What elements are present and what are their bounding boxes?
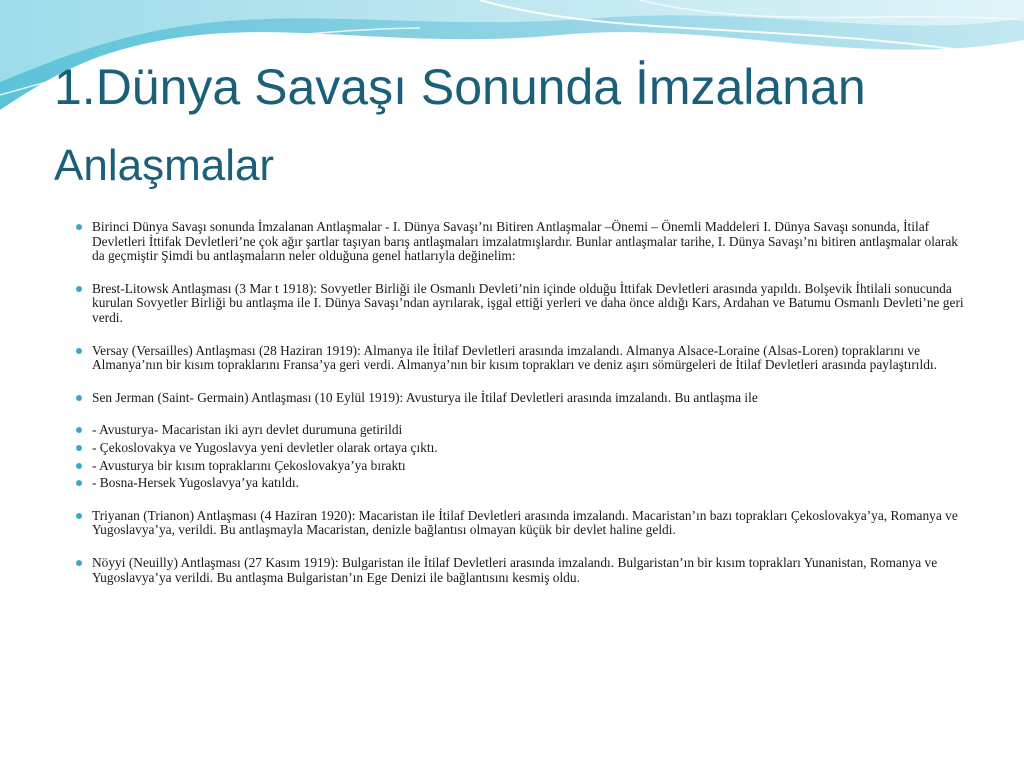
list-item xyxy=(74,556,966,585)
list-item-text: Nöyyi (Neuilly) Antlaşması (27 Kasım 1919): Bulgaristan ile İtilaf Devletleri arasında imzalandı. Bulgaristan’ın bir kısım toprakları Yunanistan, Romanya ve Yugoslavya’ya verildi. Bu antlaşma Bulgaristan’ın Ege Denizi ile bağlantısını kesmiş oldu. xyxy=(92,554,938,585)
bullet-icon xyxy=(76,560,82,566)
list-item xyxy=(74,476,966,491)
list-item-text: - Avusturya bir kısım topraklarını Çekoslovakya’ya bıraktı xyxy=(92,457,406,473)
bullet-icon xyxy=(76,445,82,451)
list-item xyxy=(74,423,966,438)
list-item-text: Sen Jerman (Saint- Germain) Antlaşması (10 Eylül 1919): Avusturya ile İtilaf Devletleri arasında imzalandı. Bu antlaşma ile xyxy=(92,389,758,405)
bullet-list xyxy=(74,220,966,585)
list-item-text: Birinci Dünya Savaşı sonunda İmzalanan Antlaşmalar - I. Dünya Savaşı’nı Bitiren Antlaşmalar –Önemi – Önemli Maddeleri I. Dünya Savaşı sonunda, İtilaf Devletleri İttifak Devletleri’ne çok ağır şartlar taşıyan barış antlaşmaları imzalatmışlardır. Bunlar antlaşmalar tarihe, I. Dünya Savaşı’nı bitiren antlaşmalar olarak da geçmiştir Şimdi bu antlaşmaların neler olduğuna genel hatlarıyla değinelim: xyxy=(92,219,958,264)
slide-content xyxy=(74,220,966,585)
bullet-icon xyxy=(76,224,82,230)
list-item xyxy=(74,282,966,326)
list-item xyxy=(74,509,966,538)
bullet-icon xyxy=(76,395,82,401)
list-item xyxy=(74,441,966,456)
list-item-text: - Çekoslovakya ve Yugoslavya yeni devletler olarak ortaya çıktı. xyxy=(92,439,438,455)
bullet-icon xyxy=(76,286,82,292)
list-item-text: Versay (Versailles) Antlaşması (28 Haziran 1919): Almanya ile İtilaf Devletleri arasında imzalandı. Almanya Alsace-Loraine (Alsas-Loren) topraklarını ve Almanya’nın bir kısım topraklarını Fransa’ya geri verdi. Almanya’nın bir kısım toprakları ve deniz aşırı sömürgeleri de İtilaf Devletleri arasında paylaştırıldı. xyxy=(92,342,937,373)
list-item-text: Brest-Litowsk Antlaşması (3 Mar t 1918): Sovyetler Birliği ile Osmanlı Devleti’nin içinde olduğu İttifak Devletleri arasında yapıldı. Bolşevik İhtilali sonucunda kurulan Sovyetler Birliği bu antlaşma ile I. Dünya Savaşı’ndan ayrılarak, işgal ettiği yerleri ve daha önce aldığı Kars, Ardahan ve Batumu Osmanlı Devleti’ne geri verdi. xyxy=(92,280,964,325)
slide-title-line-1: 1.Dünya Savaşı Sonunda İmzalanan xyxy=(54,59,866,115)
slide-title-line-2: Anlaşmalar xyxy=(54,141,275,190)
list-item-text: Triyanan (Trianon) Antlaşması (4 Haziran 1920): Macaristan ile İtilaf Devletleri arasında imzalandı. Macaristan’ın bazı toprakları Çekoslovakya’ya, Romanya ve Yugoslavya’ya, verildi. Bu antlaşmayla Macaristan, denizle bağlantısı olmayan küçük bir devlet haline geldi. xyxy=(92,507,958,538)
list-item xyxy=(74,459,966,474)
list-item xyxy=(74,220,966,264)
bullet-icon xyxy=(76,348,82,354)
list-item xyxy=(74,344,966,373)
bullet-icon xyxy=(76,427,82,433)
list-item-text: - Avusturya- Macaristan iki ayrı devlet durumuna getirildi xyxy=(92,422,403,438)
list-item-text: - Bosna-Hersek Yugoslavya’ya katıldı. xyxy=(92,475,300,491)
slide-title xyxy=(54,59,1004,190)
list-item xyxy=(74,391,966,406)
bullet-icon xyxy=(76,513,82,519)
bullet-icon xyxy=(76,480,82,486)
bullet-icon xyxy=(76,463,82,469)
